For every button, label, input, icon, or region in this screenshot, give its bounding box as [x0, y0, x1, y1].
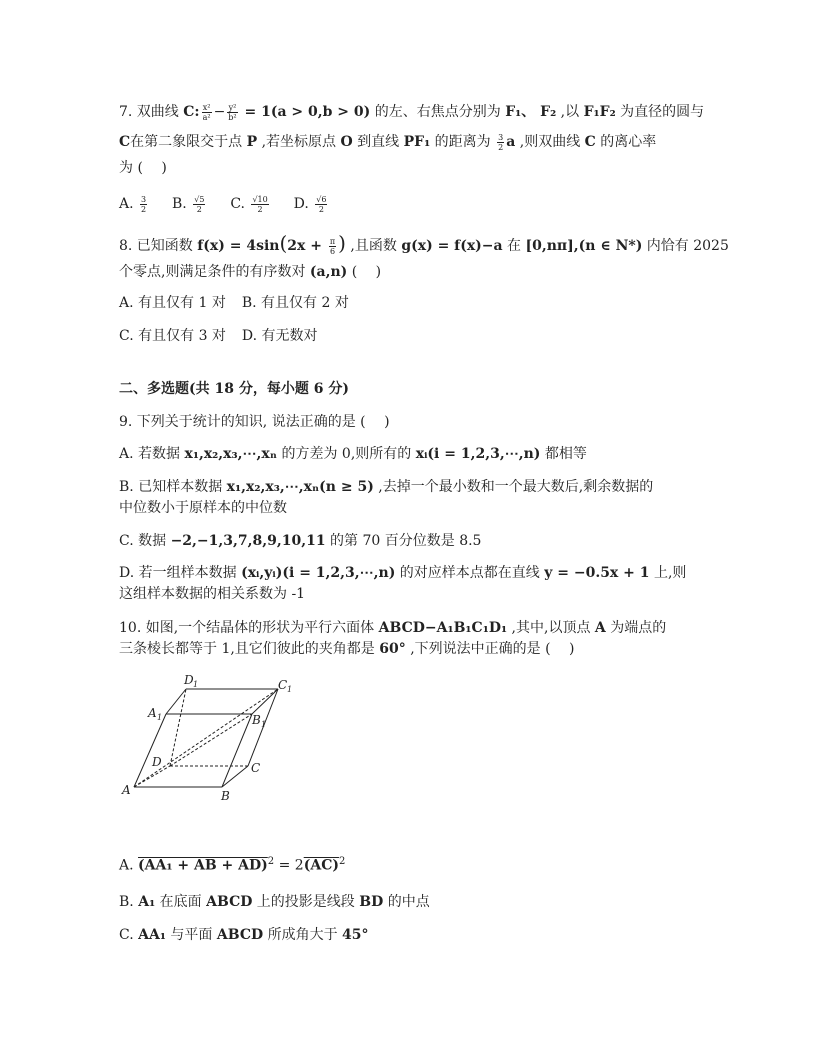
q7-option-a-value: $\frac{3}{2}$	[141, 194, 147, 214]
q10-option-c[interactable]	[119, 925, 369, 945]
label-b: B	[221, 789, 230, 803]
q7-option-a[interactable]: A.	[119, 196, 134, 212]
q9-c-data: −2,−1,3,7,8,9,10,11	[170, 533, 326, 549]
q9-option-d-line2: 这组样本数据的相关系数为 -1	[119, 586, 306, 602]
q10-b-label: B.	[119, 894, 139, 910]
q7-line1: 7. 双曲线 C: $\frac{\text{x²}}{\text{a²}}$ − $\frac{\text{y²}}{\text{b²}}$ = 1(a > 0,b > 0) 的左、右焦点分别为 F₁、 F₂ ,以 F₁F₂ 为直径的圆与	[119, 102, 705, 122]
q9-a-text: 的方差为 0,则所有的	[277, 446, 416, 462]
q7-option-c-value: $\frac{√10}{2}$	[252, 194, 268, 214]
q9-d-label: D. 若一组样本数据	[119, 565, 242, 581]
q8-function: f(x) = 4sin	[197, 238, 280, 254]
q9-option-a[interactable]	[119, 444, 587, 464]
label-b1-sub: 1	[261, 720, 267, 729]
q10-a-eq: = 2	[274, 857, 304, 874]
q7-frac-x: $\frac{\text{x²}}{\text{a²}}$	[202, 102, 211, 122]
q7-text-f: 到直线	[352, 134, 404, 150]
q10-text-d: ,下列说法中正确的是 ( )	[405, 641, 575, 657]
q10-b-text: 在底面	[155, 894, 207, 910]
q7-f1f2: F₁F₂	[583, 104, 616, 120]
q10-b-a1: A₁	[138, 894, 156, 910]
q8-text-c: 内恰有 2025	[642, 238, 729, 254]
label-d1-sub: 1	[193, 680, 199, 689]
q7-option-d-value: $\frac{√6}{2}$	[316, 194, 327, 214]
q9-b-label: B. 已知样本数据	[119, 479, 227, 495]
q10-a-square2: 2	[338, 856, 346, 867]
q10-number: 10. 如图,一个结晶体的形状为平行六面体	[119, 620, 379, 636]
q8-g: g(x) = f(x)−a	[401, 238, 503, 254]
q7-foci: F₁、 F₂	[505, 104, 557, 120]
q8-paren: ( )	[347, 264, 382, 280]
q7-option-d[interactable]: D.	[293, 196, 309, 212]
label-d: D	[152, 755, 162, 769]
edge-dd1	[170, 689, 186, 766]
q7-a: a	[506, 134, 516, 150]
q10-option-b[interactable]	[119, 892, 430, 912]
q8-number: 8. 已知函数	[119, 238, 198, 254]
q8-option-c[interactable]: C. 有且仅有 3 对	[119, 328, 226, 344]
q10-a-label: A.	[119, 857, 139, 874]
q9-a-end: 都相等	[540, 446, 587, 462]
q7-curve-name: C:	[183, 104, 200, 120]
q10-b-bd: BD	[359, 894, 384, 910]
label-a1: A	[148, 706, 157, 720]
q10-text-a: ,其中,以顶点	[507, 620, 595, 636]
label-c: C	[251, 761, 261, 775]
q9-c-label: C. 数据	[119, 533, 171, 549]
q10-c-text: 与平面	[165, 927, 217, 943]
q7-equation: = 1(a > 0,b > 0)	[239, 104, 371, 120]
q8-line1: 8. 已知函数 f(x) = 4sin(2x + $\frac{\pi}{6}$ ) ,且函数 g(x) = f(x)−a 在 [0,nπ],(n ∈ N*) 内恰有 2025	[119, 231, 729, 256]
q8-option-b[interactable]: B. 有且仅有 2 对	[241, 295, 349, 311]
edge-b1c1	[252, 689, 278, 714]
label-b1: B	[252, 713, 261, 727]
q7-text-d: 在第二象限交于点	[130, 134, 247, 150]
q7-frac-3-2: $\frac{3}{2}$	[498, 132, 504, 152]
q10-a-square: 2	[267, 856, 275, 867]
q10-b-abcd: ABCD	[206, 894, 253, 910]
q8-pair: (a,n)	[309, 264, 348, 280]
q8-options-row1	[119, 293, 349, 313]
q9-d-line-eq: y = −0.5x + 1	[544, 565, 650, 581]
q9-d-end: 上,则	[649, 565, 687, 581]
q7-line-pf1: PF₁	[403, 134, 431, 150]
q7-number: 7. 双曲线	[119, 104, 184, 120]
q7-text-b: ,以	[556, 104, 584, 120]
q10-angle: 60°	[379, 641, 406, 657]
q10-line1	[119, 618, 666, 638]
q9-option-b[interactable]	[119, 477, 653, 497]
q9-d-text: 的对应样本点都在直线	[395, 565, 545, 581]
q7-c2: C	[584, 134, 596, 150]
q8-frac-pi-6: $\frac{\pi}{6}$	[329, 236, 336, 256]
diagonal-db1	[170, 714, 252, 766]
q7-option-b[interactable]: B.	[172, 196, 187, 212]
q7-options	[119, 194, 329, 214]
q8-option-a[interactable]: A. 有且仅有 1 对	[119, 295, 226, 311]
q9-a-xi: xᵢ(i = 1,2,3,⋯,n)	[415, 446, 541, 462]
q7-c: C	[119, 134, 131, 150]
q7-text-h: ,则双曲线	[515, 134, 585, 150]
edge-bb1	[222, 714, 252, 787]
q9-d-data: (xᵢ,yᵢ)(i = 1,2,3,⋯,n)	[241, 565, 396, 581]
q9-a-label: A. 若数据	[119, 446, 185, 462]
q9-b-data: x₁,x₂,x₃,⋯,xₙ(n ≥ 5)	[226, 479, 374, 495]
q9-b-text: ,去掉一个最小数和一个最大数后,剩余数据的	[373, 479, 654, 495]
q8-options-row2	[119, 326, 318, 346]
q8-text-a: ,且函数	[345, 238, 402, 254]
q10-option-a[interactable]	[119, 852, 345, 876]
q7-option-b-value: $\frac{√5}{2}$	[194, 194, 205, 214]
q8-line2	[119, 262, 381, 282]
q9-option-c[interactable]	[119, 531, 481, 551]
label-c1-sub: 1	[287, 685, 293, 694]
q9-a-data: x₁,x₂,x₃,⋯,xₙ	[184, 446, 278, 462]
q7-option-c[interactable]: C.	[230, 196, 245, 212]
q8-arg: 2x +	[287, 238, 327, 254]
q9-stem: 9. 下列关于统计的知识, 说法正确的是 ( )	[119, 414, 390, 430]
q7-text-g: 的距离为	[430, 134, 496, 150]
q10-c-text2: 所成角大于	[263, 927, 343, 943]
parallelepiped-figure	[118, 672, 308, 807]
label-d1: D	[184, 673, 194, 687]
section-heading: 二、多选题(共 18 分，每小题 6 分)	[119, 381, 349, 397]
q10-vertex-a: A	[594, 620, 606, 636]
q10-line2	[119, 639, 574, 659]
q9-c-text: 的第 70 百分位数是 8.5	[325, 533, 482, 549]
q9-option-b-line2: 中位数小于原样本的中位数	[119, 500, 287, 516]
q7-text-i: 的离心率	[595, 134, 657, 150]
q10-text-c: 三条棱长都等于 1,且它们彼此的夹角都是	[119, 641, 380, 657]
q7-paren: 为 ( )	[119, 160, 167, 176]
q8-text-d: 个零点,则满足条件的有序数对	[119, 264, 310, 280]
edge-aa1	[134, 714, 166, 787]
label-a: A	[122, 783, 131, 797]
q10-solid-name: ABCD−A₁B₁C₁D₁	[378, 620, 508, 636]
q7-text-c: 为直径的圆与	[615, 104, 705, 120]
q7-point-p: P	[246, 134, 258, 150]
q7-text-a: 的左、右焦点分别为	[370, 104, 506, 120]
q9-option-d[interactable]	[119, 563, 686, 583]
q7-text-e: ,若坐标原点	[257, 134, 341, 150]
q8-interval: [0,nπ],(n ∈ N*)	[525, 238, 643, 254]
q10-a-ac: (AC)	[303, 857, 339, 874]
q10-text-b: 为端点的	[605, 620, 667, 636]
q8-text-b: 在	[502, 238, 526, 254]
q10-b-end: 的中点	[383, 894, 430, 910]
q8-option-d[interactable]: D. 有无数对	[241, 328, 318, 344]
q10-c-angle: 45°	[342, 927, 369, 943]
q10-c-aa1: AA₁	[138, 927, 166, 943]
q7-origin: O	[340, 134, 353, 150]
label-a1-sub: 1	[157, 713, 163, 722]
label-c1: C	[278, 678, 288, 692]
q10-a-vector-sum: (AA₁ + AB + AD)	[138, 857, 268, 874]
q7-line2	[119, 132, 656, 152]
q7-frac-y: $\frac{\text{y²}}{\text{b²}}$	[228, 102, 237, 122]
q10-c-label: C.	[119, 927, 139, 943]
q10-c-abcd: ABCD	[216, 927, 264, 943]
q10-b-text2: 上的投影是线段	[252, 894, 360, 910]
q7-line3	[119, 158, 167, 178]
